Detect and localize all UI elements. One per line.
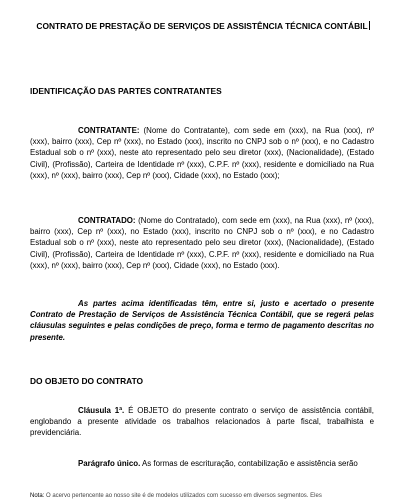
clause-1-label: Cláusula 1ª. <box>78 406 125 415</box>
text-cursor <box>369 21 370 30</box>
contratante-label: CONTRATANTE: <box>78 126 140 135</box>
clause-1-text: É OBJETO do presente contrato o serviço de assistência contábil, englobando a presente atividade os trabalhos relacionados à parte fiscal, trabalhista e previdenciária. <box>30 406 374 438</box>
note-text: O acervo pertencente ao nosso site é de modelos utilizados com sucesso em diversos segmentos. Eles <box>44 493 322 499</box>
contratado-paragraph <box>30 215 374 271</box>
document-title-text: CONTRATO DE PRESTAÇÃO DE SERVIÇOS DE ASSISTÊNCIA TÉCNICA CONTÁBIL <box>36 21 368 31</box>
footer-note <box>30 492 390 500</box>
section-heading-parties: IDENTIFICAÇÃO DAS PARTES CONTRATANTES <box>30 86 222 96</box>
note-label: Nota: <box>30 493 45 499</box>
paragraph-unico-text: As formas de escrituração, contabilização e assistência serão <box>140 459 358 468</box>
section-heading-object: DO OBJETO DO CONTRATO <box>30 376 144 386</box>
contratante-paragraph <box>30 125 374 181</box>
contratado-label: CONTRATADO: <box>78 216 136 225</box>
contratado-text: (Nome do Contratado), com sede em (xxx), na Rua (xxx), nº (xxx), bairro (xxx), Cep nº (xxx), no Estado (xxx), inscrito no CNPJ sob o nº (xxx), e no Cadastro Estadual sob o nº (xxx), neste ato representado pelo seu diretor (xxx), (Nacionalidade), (Estado Civil), (Profissão), Carteira de Identidade nº (xxx), C.P.F. nº (xxx), residente e domiciliado na Rua (xxx), nº (xxx), bairro (xxx), Cep nº (xxx), Cidade (xxx), no Estado (xxx). <box>30 216 374 270</box>
document-title <box>30 20 376 32</box>
contratante-text: (Nome do Contratante), com sede em (xxx), na Rua (xxx), nº (xxx), bairro (xxx), Cep nº (xxx), no Estado (xxx), inscrito no CNPJ sob o nº (xxx), e no Cadastro Estadual sob o nº (xxx), neste ato representado pelo seu diretor (xxx), (Nacionalidade), (Estado Civil), (Profissão), Carteira de Identidade nº (xxx), C.P.F. nº (xxx), residente e domiciliado na Rua (xxx), nº (xxx), bairro (xxx), Cep nº (xxx), Cidade (xxx), no Estado (xxx); <box>30 126 374 180</box>
clause-1-paragraph <box>30 405 374 439</box>
paragraph-unico <box>30 458 374 469</box>
agreement-paragraph: As partes acima identificadas têm, entre si, justo e acertado o presente Contrato de Prestação de Serviços de Assistência Técnica Contábil, que se regerá pelas cláusulas seguintes e pelas condições de preço, forma e termo de pagamento descritas no presente. <box>30 299 374 342</box>
paragraph-unico-label: Parágrafo único. <box>78 459 141 468</box>
